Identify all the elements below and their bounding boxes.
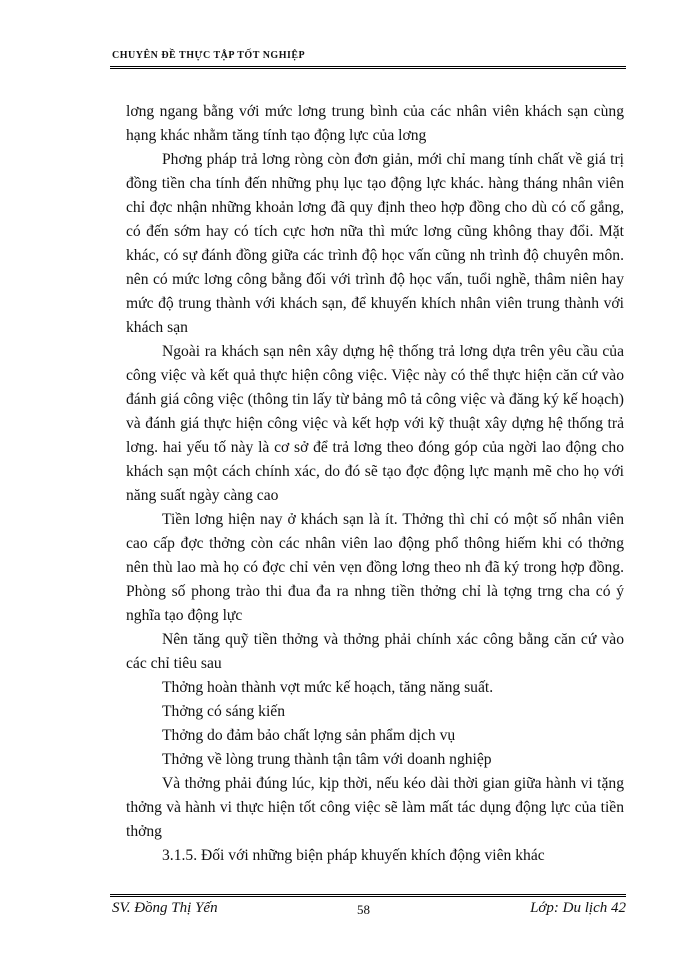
paragraph-3: Ngoài ra khách sạn nên xây dựng hệ thống trả lơng dựa trên yêu cầu của công việc và kết quả thực hiện công việc. Việc này có thể thực hiện căn cứ vào đánh giá công việc (thông tin lấy từ bảng mô tả công việc và đăng ký kế hoạch) và đánh giá thực hiện công việc và kết hợp với kỹ thuật xây dựng hệ thống trả lơng. hai yếu tố này là cơ sở để trả lơng theo đóng góp của ngời lao động cho khách sạn một cách chính xác, do đó sẽ tạo đợc động lực mạnh mẽ cho họ với năng suất ngày càng cao xyxy=(126,343,624,504)
header-rule xyxy=(110,66,626,69)
page-number: 58 xyxy=(357,902,370,917)
paragraph-1: lơng ngang bằng với mức lơng trung bình của các nhân viên khách sạn cùng hạng khác nhằm tăng tính tạo động lực của lơng xyxy=(126,103,624,144)
list-item: Thởng do đảm bảo chất lợng sản phẩm dịch vụ xyxy=(162,727,456,744)
closing-paragraph: Và thởng phải đúng lúc, kịp thời, nếu kéo dài thời gian giữa hành vi tặng thởng và hành vi thực hiện tốt công việc sẽ làm mất tác dụng động lực của tiền thởng xyxy=(126,775,624,840)
list-item: Thởng có sáng kiến xyxy=(162,703,286,720)
paragraph-4: Tiền lơng hiện nay ở khách sạn là ít. Thởng thì chỉ có một số nhân viên cao cấp đợc thởng còn các nhân viên lao động phổ thông hiếm khi có thởng nên thù lao mà họ có đợc chỉ vẻn vẹn đồng lơng theo nh đã ký trong hợp đồng. Phòng số phong trào thi đua đa ra nhng tiền thởng chỉ là tợng trng cha có ý nghĩa tạo động lực xyxy=(126,511,624,624)
subsection-heading: 3.1.5. Đối với những biện pháp khuyến khích động viên khác xyxy=(162,847,545,864)
running-header: CHUYÊN ĐỀ THỰC TẬP TỐT NGHIỆP xyxy=(112,50,306,61)
paragraph-5: Nên tăng quỹ tiền thởng và thởng phải chính xác công bằng căn cứ vào các chỉ tiêu sau xyxy=(126,631,624,672)
footer-rule xyxy=(110,894,626,897)
footer-class: Lớp: Du lịch 42 xyxy=(530,900,626,916)
list-item: Thởng về lòng trung thành tận tâm với doanh nghiệp xyxy=(162,751,492,768)
footer-author: SV. Đồng Thị Yến xyxy=(112,900,218,916)
list-item: Thởng hoàn thành vợt mức kế hoạch, tăng năng suất. xyxy=(162,679,494,696)
paragraph-2: Phơng pháp trả lơng ròng còn đơn giản, mới chỉ mang tính chất về giá trị đồng tiền cha tính đến những phụ lục tạo động lực khác. hàng tháng nhân viên chỉ đợc nhận những khoản lơng đã quy định theo hợp đồng cho dù có cố gắng, có đến sớm hay có tích cực hơn nữa thì mức lơng cũng không thay đổi. Mặt khác, có sự đánh đồng giữa các trình độ học vấn cũng nh trình độ chuyên môn. nên có mức lơng công bằng đối với trình độ học vấn, tuổi nghề, thâm niên hay mức độ trung thành với khách sạn, để khuyến khích nhân viên trung thành với khách sạn xyxy=(126,151,624,336)
body-text xyxy=(126,100,624,868)
